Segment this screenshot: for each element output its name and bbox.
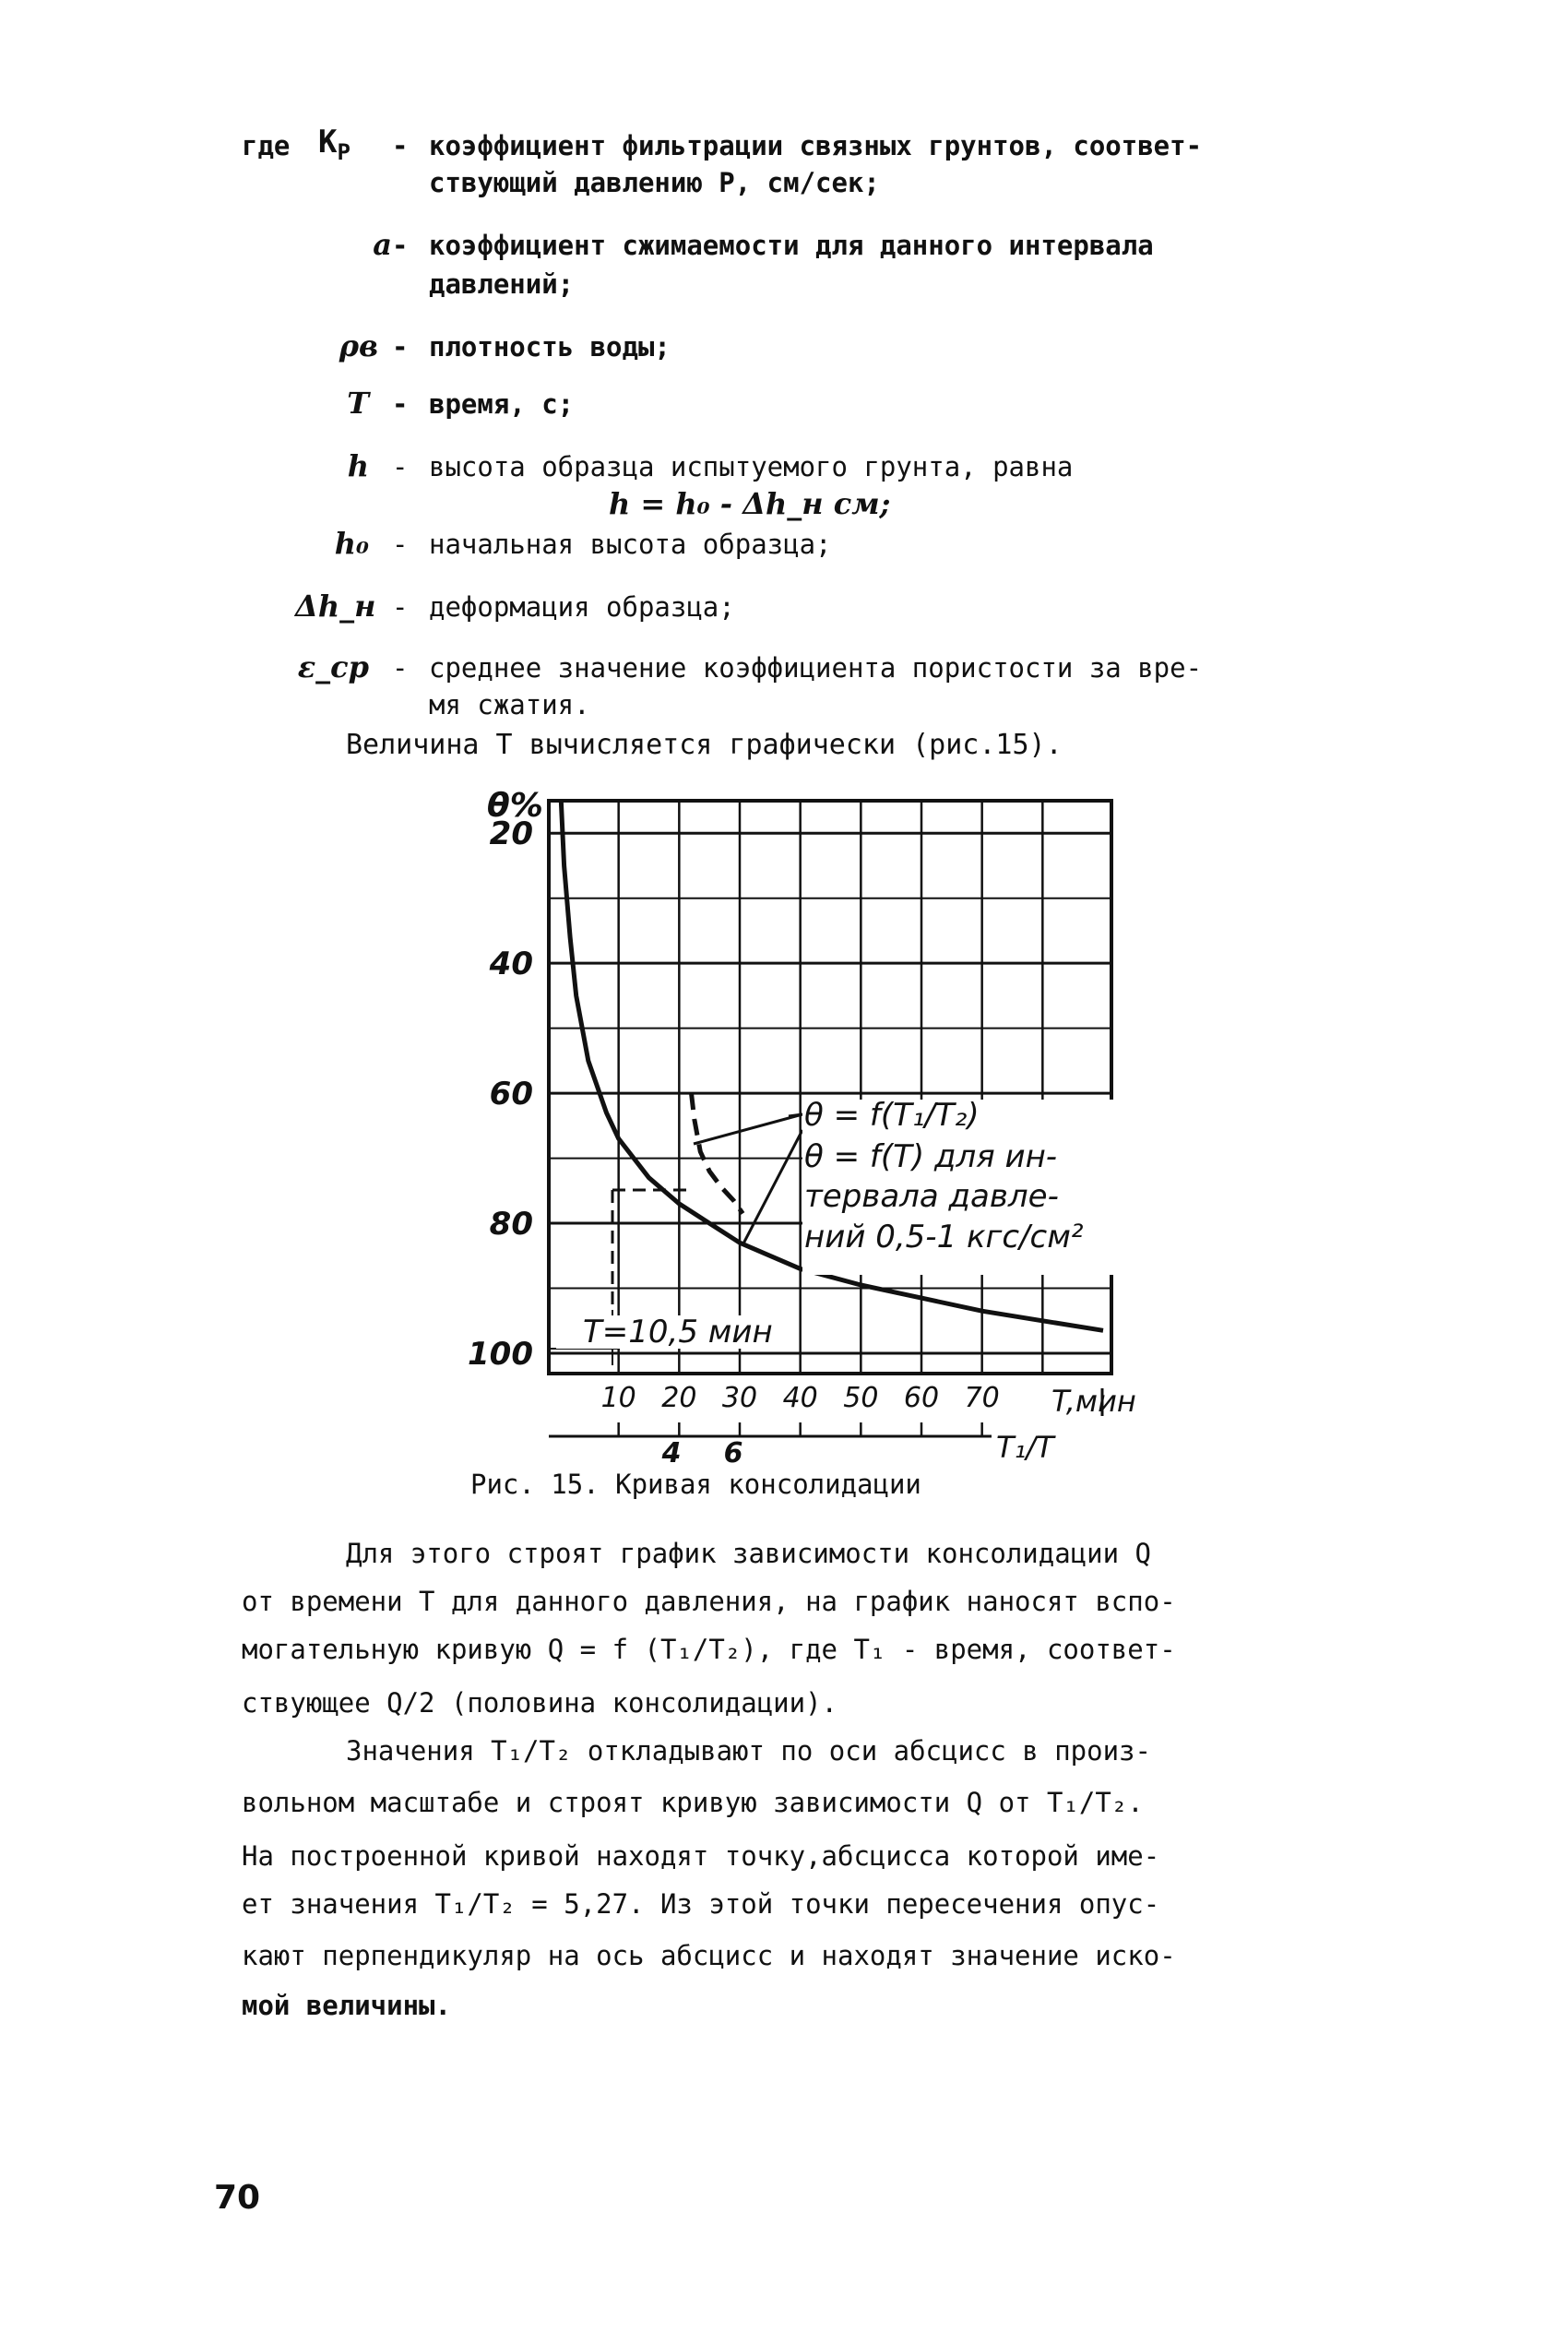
def-a-line2: давлений; (429, 268, 575, 300)
symbol-t: T (347, 386, 369, 421)
annotation-1: θ = f(T₁/T₂) (804, 1097, 980, 1134)
symbol-h: h (347, 448, 369, 483)
intro-word: где (242, 130, 291, 161)
x-tick-label: 10 (600, 1382, 636, 1414)
dash: - (392, 652, 409, 684)
lead-sentence: Величина T вычисляется графически (рис.15). (346, 729, 1063, 761)
dash: - (392, 591, 409, 623)
def-dhn: деформация образца; (429, 591, 735, 623)
x-axis-label: T,мин (1051, 1384, 1136, 1419)
x-tick-label: 70 (964, 1382, 1000, 1414)
series-dashed-line (692, 1093, 743, 1213)
para1-line1: Для этого строят график зависимости консолидации Q (346, 1538, 1151, 1569)
x2-axis-label: T₁/T (996, 1430, 1054, 1465)
symbol-ecp: ε_ср (297, 649, 369, 684)
def-h0: начальная высота образца; (429, 529, 832, 560)
symbol-dhn: Δh_н (295, 589, 376, 624)
def-kp-line1: коэффициент фильтрации связных грунтов, соответ- (429, 130, 1203, 161)
para2-line3: На построенной кривой находят точку,абсцисса которой име- (242, 1840, 1160, 1872)
def-h: высота образца испытуемого грунта, равна (429, 451, 1074, 482)
para2-line1: Значения T₁/T₂ откладывают по оси абсцисс в произ- (346, 1735, 1151, 1767)
def-kp-line2: ствующий давлению P, см/сек; (429, 167, 880, 198)
y-tick-label: 60 (489, 1076, 533, 1113)
y-tick-label: 40 (489, 946, 533, 983)
y-tick-label: 20 (489, 815, 533, 853)
y-axis-label: θ% (487, 787, 543, 825)
symbol-rho: ρв (339, 328, 378, 363)
para1-line3: могательную кривую Q = f (T₁/T₂), где T₁ - время, соответ- (242, 1634, 1176, 1665)
dash: - (392, 451, 409, 482)
para2-line5: кают перпендикуляр на ось абсцисс и находят значение иско- (242, 1940, 1176, 1971)
chart-grid (549, 801, 1111, 1374)
dash: - (392, 331, 409, 363)
y-tick-label: 100 (468, 1336, 533, 1373)
para1-line4: ствующее Q/2 (половина консолидации). (242, 1687, 838, 1719)
x2-tick-label: 4 (661, 1437, 682, 1469)
x-tick-label: 60 (903, 1382, 940, 1414)
x-tick-label: 50 (843, 1382, 879, 1414)
para2-line6: мой величины. (242, 1990, 451, 2021)
para2-line4: ет значения T₁/T₂ = 5,27. Из этой точки пересечения опус- (242, 1888, 1160, 1920)
annotation-t: T=10,5 мин (583, 1314, 773, 1350)
def-ecp-line2: мя сжатия. (429, 689, 590, 720)
def-rho: плотность воды; (429, 331, 671, 363)
para1-line2: от времени T для данного давления, на график наносят вспо- (242, 1586, 1176, 1617)
figure-caption: Рис. 15. Кривая консолидации (470, 1469, 921, 1500)
annotation-2: θ = f(T) для ин- (804, 1138, 1058, 1175)
dash: - (392, 529, 409, 560)
x-tick-label: 40 (782, 1382, 818, 1414)
def-ecp-line1: среднее значение коэффициента пористости за вре- (429, 652, 1203, 684)
x2-tick-label: 6 (723, 1437, 743, 1469)
dash: - (392, 130, 409, 161)
dash: - (392, 388, 409, 420)
y-tick-label: 80 (489, 1206, 533, 1243)
page-number: 70 (214, 2179, 261, 2217)
annotation-4: ний 0,5-1 кгс/см² (804, 1219, 1084, 1255)
x-tick-label: 20 (661, 1382, 697, 1414)
def-t: время, с; (429, 388, 575, 420)
dash: - (392, 230, 409, 261)
x-tick-label: 30 (721, 1382, 758, 1414)
formula-h: h = h₀ - Δh_н см; (609, 486, 891, 521)
para2-line2: вольном масштабе и строят кривую зависимости Q от T₁/T₂. (242, 1787, 1144, 1818)
annotation-3: тервала давле- (804, 1178, 1059, 1215)
symbol-h0: h₀ (334, 526, 369, 561)
def-a-line1: коэффициент сжимаемости для данного интервала (429, 230, 1154, 261)
symbol-a: a (373, 227, 392, 262)
symbol-kp: $K_P$ (318, 124, 350, 165)
